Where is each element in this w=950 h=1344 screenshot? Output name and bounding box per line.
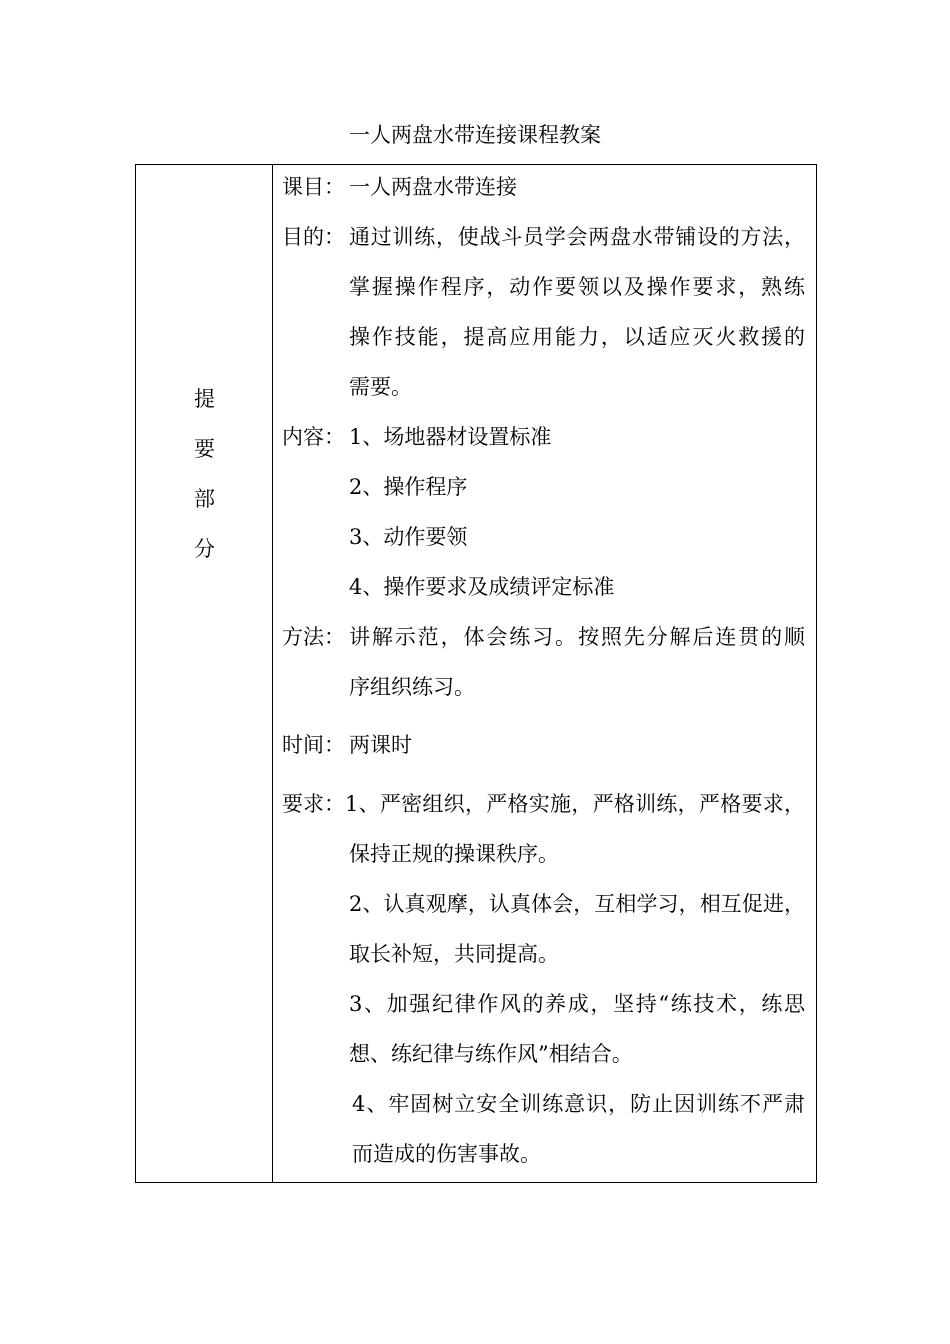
content-item-4: 4、操作要求及成绩评定标准	[349, 575, 615, 599]
subject-text: 一人两盘水带连接	[349, 175, 517, 199]
requirement-line-1: 1、严密组织，严格实施，严格训练，严格要求，	[345, 792, 805, 816]
side-label-char-2: 要	[194, 437, 215, 461]
summary-content-column	[273, 165, 816, 1182]
purpose-line-2: 掌握操作程序，动作要领以及操作要求，熟练	[349, 275, 805, 299]
requirement-line-5: 3、加强纪律作风的养成，坚持“练技术，练思	[349, 992, 805, 1016]
requirement-line-2: 保持正规的操课秩序。	[349, 842, 559, 866]
side-label-char-4: 分	[194, 537, 215, 561]
requirement-line-8: 而造成的伤害事故。	[352, 1142, 541, 1166]
document-title: 一人两盘水带连接课程教案	[349, 123, 601, 147]
purpose-label: 目的：	[282, 225, 345, 249]
purpose-line-4: 需要。	[349, 375, 412, 399]
requirements-label: 要求：	[282, 792, 345, 816]
time-label: 时间：	[282, 733, 345, 757]
side-label-char-3: 部	[194, 487, 215, 511]
time-text: 两课时	[349, 733, 412, 757]
requirement-line-6: 想、练纪律与练作风”相结合。	[349, 1042, 633, 1066]
summary-label-column	[136, 165, 273, 1182]
purpose-line-1: 通过训练，使战斗员学会两盘水带铺设的方法，	[349, 225, 805, 249]
requirement-line-7: 4、牢固树立安全训练意识，防止因训练不严肃	[352, 1092, 805, 1116]
lesson-plan-table	[135, 164, 817, 1183]
content-item-1: 1、场地器材设置标准	[349, 425, 552, 449]
content-label: 内容：	[282, 425, 345, 449]
method-line-2: 序组织练习。	[349, 675, 475, 699]
method-label: 方法：	[282, 625, 345, 649]
requirement-line-4: 取长补短，共同提高。	[349, 942, 559, 966]
purpose-line-3: 操作技能，提高应用能力，以适应灭火救援的	[349, 325, 805, 349]
side-label-char-1: 提	[194, 387, 215, 411]
method-line-1: 讲解示范，体会练习。按照先分解后连贯的顺	[349, 625, 805, 649]
requirement-line-3: 2、认真观摩，认真体会，互相学习，相互促进，	[349, 892, 805, 916]
subject-label: 课目：	[282, 175, 345, 199]
content-item-3: 3、动作要领	[349, 525, 468, 549]
content-item-2: 2、操作程序	[349, 475, 468, 499]
